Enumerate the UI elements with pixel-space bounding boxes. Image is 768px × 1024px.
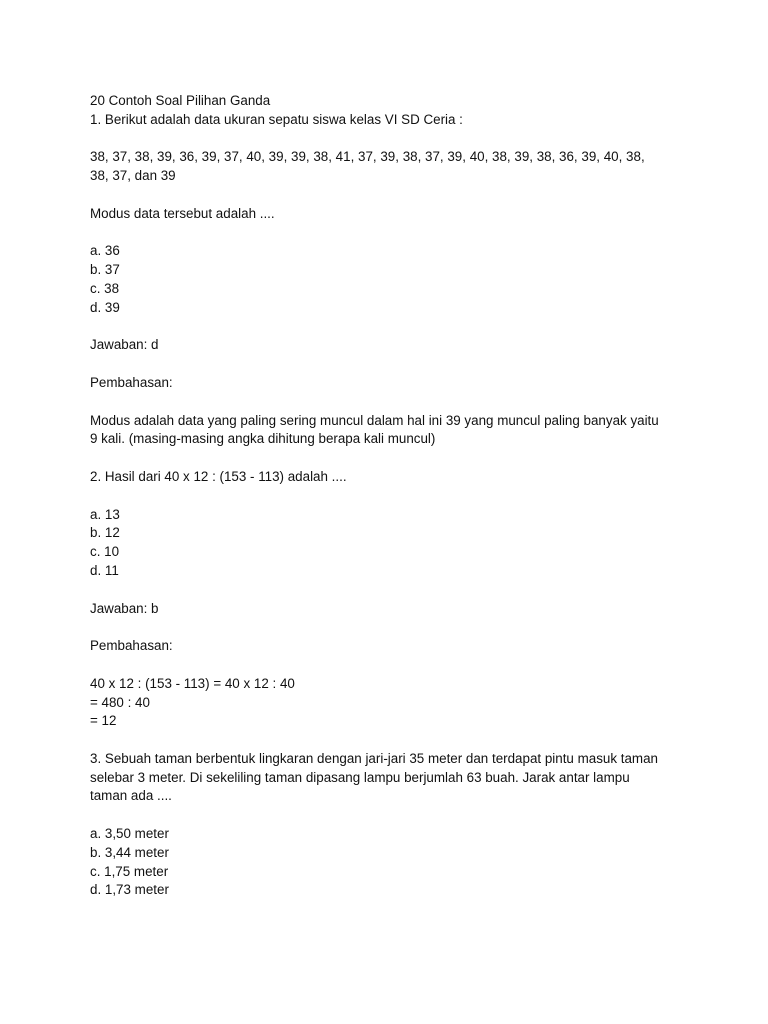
question-1-option-d: d. 39 — [90, 299, 120, 315]
question-2-option-b: b. 12 — [90, 525, 120, 541]
question-2-step-3: = 12 — [90, 713, 117, 729]
question-1-data-line-2: 38, 37, dan 39 — [90, 168, 176, 184]
question-1-discussion-line-1: Modus adalah data yang paling sering muncul dalam hal ini 39 yang muncul paling banyak yaitu — [90, 412, 659, 428]
spacer — [90, 224, 690, 243]
question-2-option-a: a. 13 — [90, 506, 120, 522]
spacer — [90, 618, 690, 637]
spacer — [90, 318, 690, 337]
document-title: 20 Contoh Soal Pilihan Ganda — [90, 93, 271, 108]
spacer — [90, 130, 690, 149]
question-3-option-d: d. 1,73 meter — [90, 882, 169, 898]
question-2-step-2: = 480 : 40 — [90, 694, 150, 710]
question-3-option-a: a. 3,50 meter — [90, 826, 169, 842]
question-1-discussion-line-2: 9 kali. (masing-masing angka dihitung berapa kali muncul) — [90, 431, 436, 447]
question-3-text-line-1: 3. Sebuah taman berbentuk lingkaran dengan jari-jari 35 meter dan terdapat pintu masuk taman — [90, 750, 658, 766]
question-2-discussion-label: Pembahasan: — [90, 638, 173, 654]
spacer — [90, 487, 690, 506]
document-page — [90, 92, 690, 900]
question-2-answer: Jawaban: b — [90, 600, 159, 616]
question-3-text-line-2: selebar 3 meter. Di sekeliling taman dipasang lampu berjumlah 63 buah. Jarak antar lampu — [90, 769, 630, 785]
spacer — [90, 656, 690, 675]
question-1-option-c: c. 38 — [90, 280, 120, 296]
spacer — [90, 355, 690, 374]
spacer — [90, 806, 690, 825]
question-2-option-c: c. 10 — [90, 544, 120, 560]
question-3-option-c: c. 1,75 meter — [90, 863, 169, 879]
question-1-answer: Jawaban: d — [90, 337, 159, 353]
question-1-prompt: Modus data tersebut adalah .... — [90, 205, 275, 221]
question-1-data-line-1: 38, 37, 38, 39, 36, 39, 37, 40, 39, 39, 38, 41, 37, 39, 38, 37, 39, 40, 38, 39, 38, 36, 39, 40, 38, — [90, 149, 645, 165]
question-2-step-1: 40 x 12 : (153 - 113) = 40 x 12 : 40 — [90, 675, 295, 691]
spacer — [90, 731, 690, 750]
question-2-option-d: d. 11 — [90, 562, 119, 578]
spacer — [90, 581, 690, 600]
question-3-option-b: b. 3,44 meter — [90, 844, 169, 860]
question-3-text-line-3: taman ada .... — [90, 788, 172, 804]
question-2-text: 2. Hasil dari 40 x 12 : (153 - 113) adalah .... — [90, 468, 347, 484]
question-1-text: 1. Berikut adalah data ukuran sepatu siswa kelas VI SD Ceria : — [90, 111, 463, 127]
question-1-option-a: a. 36 — [90, 243, 120, 259]
question-1-option-b: b. 37 — [90, 262, 120, 278]
question-1-discussion-label: Pembahasan: — [90, 374, 173, 390]
spacer — [90, 449, 690, 468]
spacer — [90, 393, 690, 412]
spacer — [90, 186, 690, 205]
